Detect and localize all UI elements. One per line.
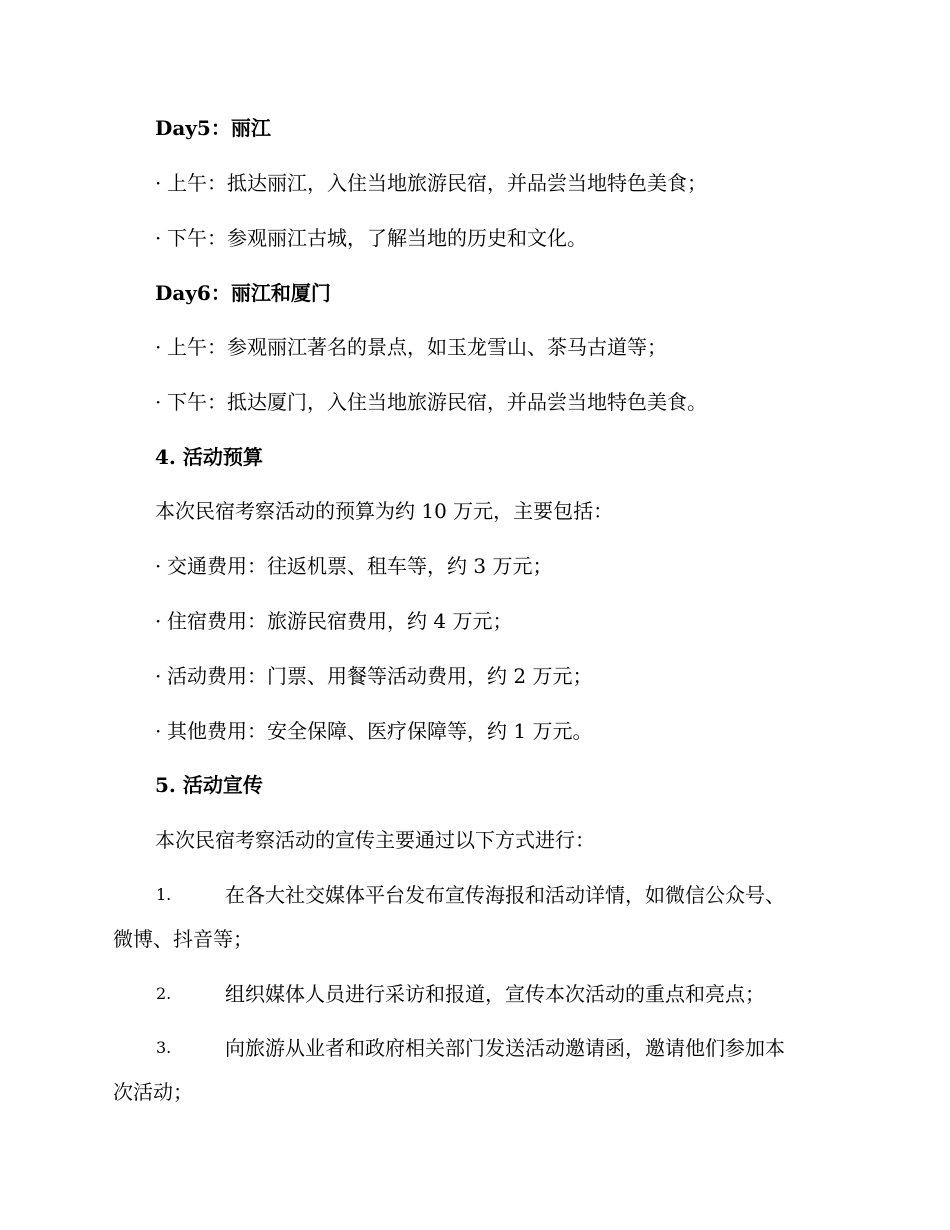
budget-item-text: 活动费用：门票、用餐等活动费用，约 2 万元； bbox=[167, 664, 593, 688]
day5-afternoon-text: 下午：参观丽江古城，了解当地的历史和文化。 bbox=[167, 226, 587, 250]
day5-heading: Day5：丽江 bbox=[155, 116, 271, 140]
promotion-list-item bbox=[113, 881, 838, 953]
budget-intro: 本次民宿考察活动的预算为约 10 万元，主要包括： bbox=[155, 499, 614, 523]
day6-afternoon-item bbox=[155, 388, 707, 416]
list-item-continuation: 微博、抖音等； bbox=[113, 927, 253, 951]
budget-item-text: 交通费用：往返机票、租车等，约 3 万元； bbox=[167, 554, 553, 578]
list-item-continuation: 次活动； bbox=[113, 1080, 193, 1104]
bullet-icon: · bbox=[155, 719, 162, 743]
day6-morning-text: 上午：参观丽江著名的景点，如玉龙雪山、茶马古道等； bbox=[167, 335, 667, 359]
promotion-list-item bbox=[113, 980, 838, 1008]
promotion-list-item bbox=[113, 1034, 838, 1106]
budget-item bbox=[155, 552, 552, 580]
budget-item bbox=[155, 717, 592, 745]
bullet-icon: · bbox=[155, 226, 162, 250]
list-number: 1. bbox=[156, 885, 172, 904]
list-item-text: 在各大社交媒体平台发布宣传海报和活动详情，如微信公众号、 bbox=[225, 883, 785, 907]
bullet-icon: · bbox=[155, 171, 162, 195]
budget-heading: 4. 活动预算 bbox=[155, 445, 263, 469]
list-number: 2. bbox=[156, 984, 172, 1003]
day5-afternoon-item bbox=[155, 224, 587, 252]
day6-afternoon-text: 下午：抵达厦门，入住当地旅游民宿，并品尝当地特色美食。 bbox=[167, 390, 707, 414]
bullet-icon: · bbox=[155, 335, 162, 359]
promotion-heading: 5. 活动宣传 bbox=[155, 773, 263, 797]
budget-item bbox=[155, 662, 592, 690]
day5-morning-item bbox=[155, 169, 707, 197]
budget-item-text: 其他费用：安全保障、医疗保障等，约 1 万元。 bbox=[167, 719, 593, 743]
list-number: 3. bbox=[156, 1038, 172, 1057]
bullet-icon: · bbox=[155, 609, 162, 633]
bullet-icon: · bbox=[155, 390, 162, 414]
list-item-text: 组织媒体人员进行采访和报道，宣传本次活动的重点和亮点； bbox=[225, 982, 765, 1006]
budget-item bbox=[155, 607, 512, 635]
bullet-icon: · bbox=[155, 554, 162, 578]
day6-heading: Day6：丽江和厦门 bbox=[155, 281, 331, 305]
bullet-icon: · bbox=[155, 664, 162, 688]
budget-item-text: 住宿费用：旅游民宿费用，约 4 万元； bbox=[167, 609, 513, 633]
promotion-intro: 本次民宿考察活动的宣传主要通过以下方式进行： bbox=[155, 828, 595, 852]
list-item-text: 向旅游从业者和政府相关部门发送活动邀请函，邀请他们参加本 bbox=[225, 1036, 785, 1060]
day6-morning-item bbox=[155, 333, 667, 361]
day5-morning-text: 上午：抵达丽江，入住当地旅游民宿，并品尝当地特色美食； bbox=[167, 171, 707, 195]
